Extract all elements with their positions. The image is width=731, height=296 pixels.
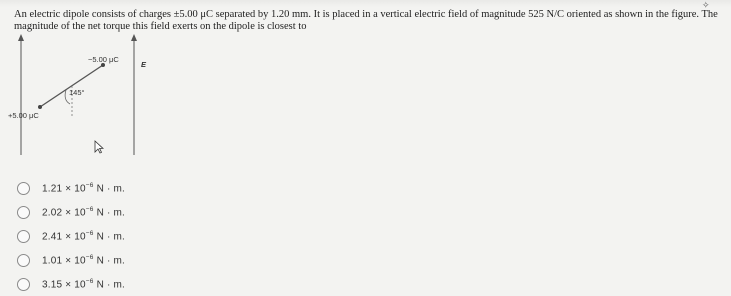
option-mantissa: 2.02 × 10: [42, 207, 86, 219]
figure-drawing: [0, 30, 180, 160]
question-text: An electric dipole consists of charges ±5.00 μC separated by 1.20 mm. It is placed in a vertical electric field of magnitude 525 N/C oriented as shown in the figure. The magnitude of the net torque this field exerts on the dipole is closest to: [14, 9, 718, 32]
radio-button[interactable]: [17, 230, 30, 243]
option-mantissa: 1.01 × 10: [42, 255, 86, 267]
option-mantissa: 3.15 × 10: [42, 279, 86, 291]
field-label: E: [141, 60, 147, 69]
radio-button[interactable]: [17, 254, 30, 267]
option-text: [42, 230, 125, 242]
option-exponent: −6: [85, 229, 94, 237]
option-exponent: −6: [85, 181, 94, 189]
option-unit: N · m.: [96, 279, 126, 291]
option-exponent: −6: [85, 277, 94, 285]
option-5[interactable]: [14, 272, 125, 296]
angle-label: 145°: [69, 88, 85, 97]
option-text: [42, 278, 125, 290]
top-edge: [0, 0, 731, 7]
option-text: [42, 182, 125, 194]
positive-charge-label: +5.00 μC: [8, 111, 39, 120]
option-mantissa: 2.41 × 10: [42, 231, 86, 243]
option-text: [42, 254, 125, 266]
positive-charge: [38, 105, 42, 109]
option-unit: N · m.: [96, 183, 126, 195]
field-arrow-icon-right: [131, 34, 137, 41]
dipole-figure: [0, 30, 180, 160]
mouse-cursor-icon: [94, 140, 104, 154]
dipole-rod: [40, 65, 103, 107]
option-exponent: −6: [85, 253, 94, 261]
option-unit: N · m.: [96, 255, 126, 267]
radio-button[interactable]: [17, 206, 30, 219]
option-4[interactable]: [14, 248, 125, 272]
option-mantissa: 1.21 × 10: [42, 183, 86, 195]
option-2[interactable]: [14, 200, 125, 224]
sparkle-icon: ✧: [702, 1, 710, 11]
answer-options: [14, 176, 125, 296]
negative-charge-label: −5.00 μC: [88, 55, 119, 64]
option-unit: N · m.: [96, 231, 126, 243]
option-exponent: −6: [85, 205, 94, 213]
field-arrow-icon-left: [18, 34, 24, 41]
option-text: [42, 206, 125, 218]
option-unit: N · m.: [96, 207, 126, 219]
option-1[interactable]: [14, 176, 125, 200]
option-3[interactable]: [14, 224, 125, 248]
radio-button[interactable]: [17, 278, 30, 291]
radio-button[interactable]: [17, 182, 30, 195]
